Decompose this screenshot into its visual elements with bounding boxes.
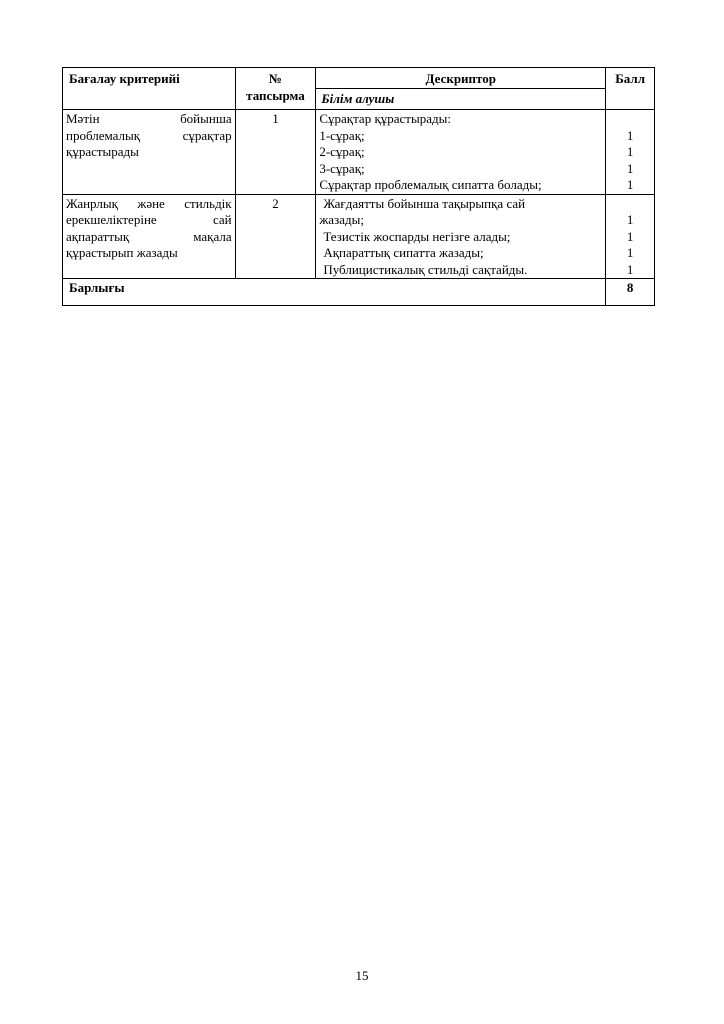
page-number: 15: [355, 968, 369, 983]
table-header-row: [63, 68, 655, 89]
point-value: 1: [626, 245, 634, 260]
descriptor-line: Ақпараттық сипатта жазады;: [323, 245, 484, 260]
table-row: [63, 110, 655, 195]
task-number-header: [235, 68, 316, 110]
descriptor-header: Дескриптор: [316, 68, 606, 89]
points-cell: [606, 194, 655, 279]
descriptor-line: Сұрақтар құрастырады:: [319, 111, 451, 126]
descriptor-line: Жағдаятты бойынша тақырыпқа сай: [323, 195, 526, 211]
task-number-cell: 1: [235, 110, 316, 195]
total-label: Барлығы: [63, 279, 606, 306]
points-header: Балл: [606, 68, 655, 110]
point-value: [609, 196, 651, 213]
descriptor-line: 3-сұрақ;: [319, 160, 365, 176]
descriptor-line: 2-сұрақ;: [319, 144, 365, 159]
assessment-rubric-table: [62, 67, 655, 306]
point-value: 1: [626, 127, 634, 143]
descriptor-cell: [316, 110, 606, 195]
descriptor-line: Публицистикалық стильді сақтайды.: [323, 261, 528, 277]
descriptor-line: жазады;: [319, 212, 364, 227]
point-value: 1: [626, 160, 634, 176]
total-value: 8: [606, 279, 655, 306]
criterion-cell: Мәтін бойынша проблемалық сұрақтар құрастырады: [63, 110, 236, 195]
descriptor-line: Сұрақтар проблемалық сипатта болады;: [319, 177, 542, 192]
point-value: 1: [626, 228, 634, 244]
point-value: 1: [626, 177, 634, 192]
total-row: [63, 279, 655, 306]
point-value: [609, 111, 651, 128]
task-number-header-line1: №: [268, 71, 282, 86]
descriptor-cell: [316, 194, 606, 279]
descriptor-line: Тезистік жоспарды негізге алады;: [323, 228, 511, 244]
descriptor-line: 1-сұрақ;: [319, 127, 365, 143]
task-number-header-line2: тапсырма: [246, 87, 305, 103]
point-value: 1: [626, 144, 634, 159]
point-value: 1: [626, 261, 634, 277]
point-value: 1: [626, 212, 634, 227]
task-number-cell: 2: [235, 194, 316, 279]
criterion-cell: Жанрлық және стильдік ерекшеліктеріне сай ақпараттық мақала құрастырып жазады: [63, 194, 236, 279]
table-row: [63, 194, 655, 279]
learner-subheader: Білім алушы: [316, 88, 606, 110]
criterion-header: Бағалау критерийі: [63, 68, 236, 110]
points-cell: [606, 110, 655, 195]
